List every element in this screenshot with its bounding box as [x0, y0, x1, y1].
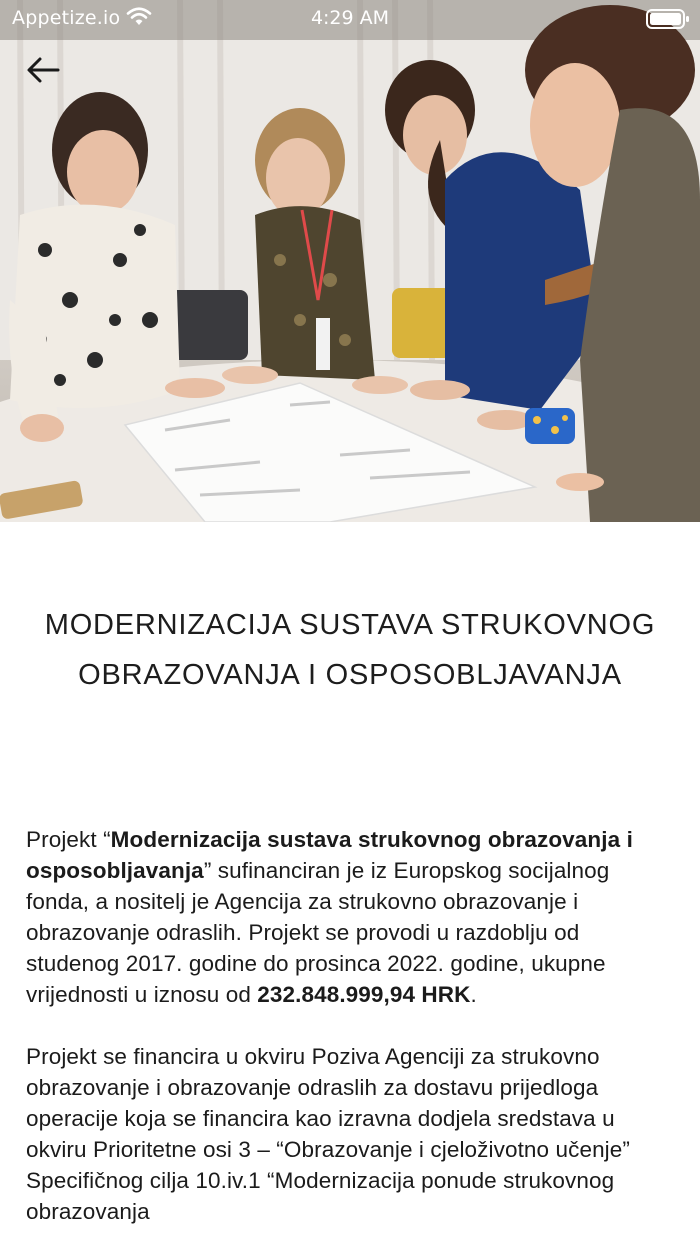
- article-title-line2: OBRAZOVANJA I OSPOSOBLJAVANJA: [78, 659, 622, 691]
- hero-image: [0, 0, 700, 522]
- article-title-line1: MODERNIZACIJA SUSTAVA STRUKOVNOG: [44, 609, 656, 641]
- status-time: 4:29 AM: [310, 7, 390, 29]
- battery-icon: [646, 9, 690, 34]
- p1-suffix: .: [470, 982, 477, 1007]
- back-button[interactable]: [24, 52, 68, 92]
- article-title: [0, 600, 700, 700]
- article-body: [26, 824, 676, 1244]
- article-paragraph-2: Projekt se financira u okviru Poziva Agenciji za strukovno obrazovanje i obrazovanje odraslih za dostavu prijedloga operacije koja se financira kao izravna dodjela sredstava u okviru Prioritetne osi 3 – “Obrazovanje i cjeloživotno učenje” Specifičnog cilja 10.iv.1 “Modernizacija ponude strukovnog obrazovanja: [26, 1044, 630, 1224]
- hero-photo-illustration: [0, 0, 700, 522]
- arrow-left-icon: [24, 52, 60, 88]
- p1-middle: ” sufinanciran je iz Europskog socijalnog fonda, a nositelj je Agencija za strukovno obrazovanje i obrazovanje odraslih. Projekt se provodi u razdoblju od studenog 2017. godine do prosinca 2022. godine, ukupne vrijednosti u iznosu od: [26, 858, 610, 1007]
- carrier-label: Appetize.io: [12, 7, 121, 29]
- project-name-bold: Modernizacija sustava strukovnog obrazovanja i osposobljavanja: [26, 827, 633, 883]
- status-bar: [0, 0, 700, 36]
- article-paragraph-1: [26, 824, 676, 1010]
- project-amount-bold: 232.848.999,94 HRK: [257, 982, 471, 1007]
- p1-prefix: Projekt “: [26, 827, 111, 852]
